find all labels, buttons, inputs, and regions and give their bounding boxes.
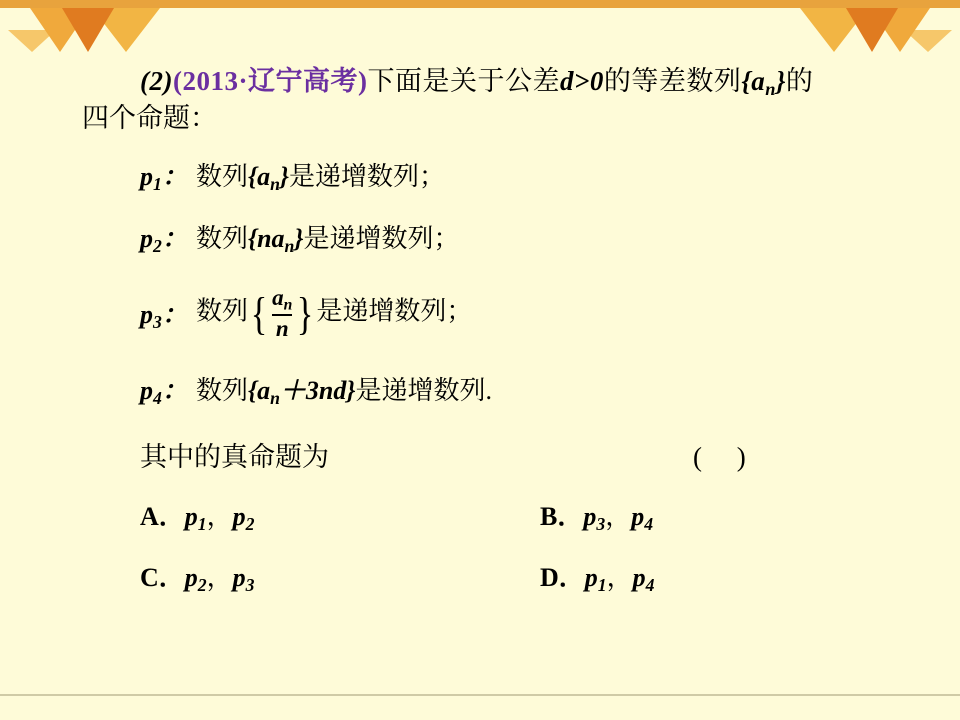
option-a-term2-sub: 2 (245, 513, 255, 534)
p4-suffix: 是递增数列. (355, 376, 492, 406)
p3-fraction (270, 285, 294, 342)
option-a-term1-sub: 1 (197, 513, 207, 534)
option-d-term1-sub: 1 (597, 574, 607, 595)
p3-label-sub: 3 (153, 312, 162, 333)
option-c-term2-sub: 3 (245, 574, 255, 595)
p2-prefix: 数列 (196, 224, 249, 254)
option-a-key: A． (140, 501, 185, 531)
proposition-p3 (0, 285, 960, 342)
option-c[interactable] (140, 557, 540, 596)
p1-close-brace: } (279, 161, 289, 191)
p1-prefix: 数列 (196, 161, 249, 191)
footer-divider (0, 694, 960, 696)
option-a-sep: ， (206, 501, 233, 531)
p2-label-sub: 2 (153, 236, 162, 257)
p4-expr-tail: ＋3nd (279, 376, 347, 406)
p1-label: p (140, 161, 153, 191)
p1-label-sub: 1 (153, 173, 162, 194)
option-b-term1-sub: 3 (596, 513, 606, 534)
option-d-term2: p (632, 562, 646, 592)
decorative-header-band (0, 0, 960, 58)
p3-open-brace: { (250, 288, 268, 339)
p3-close-brace: } (297, 288, 314, 339)
proposition-p4 (0, 370, 960, 409)
p4-label-sub: 4 (153, 387, 162, 408)
answer-prompt-line (0, 435, 960, 474)
p3-fraction-numerator (272, 285, 292, 314)
p2-expr-sub: n (284, 236, 295, 257)
p3-frac-num-sub: n (283, 296, 293, 314)
option-d-term1: p (584, 562, 598, 592)
stem-text-3: 的 (785, 66, 814, 96)
proposition-p1-tag (140, 156, 196, 195)
p3-colon: ： (161, 300, 188, 330)
p4-label: p (140, 376, 153, 406)
p2-expr: na (257, 224, 285, 254)
answer-blank[interactable]: ( ) (693, 441, 760, 472)
option-b-sep: ， (605, 501, 632, 531)
p2-colon: ： (161, 224, 188, 254)
option-a[interactable] (140, 496, 540, 535)
p3-frac-num-base: a (272, 285, 284, 311)
p1-colon: ： (161, 161, 188, 191)
proposition-p4-tag (140, 370, 196, 409)
option-c-key: C． (140, 562, 185, 592)
proposition-p4-body (196, 370, 492, 409)
stem-sequence-close: } (776, 66, 786, 96)
option-c-term1: p (184, 562, 198, 592)
option-a-term2: p (232, 501, 246, 531)
stem-variable-d: d (559, 66, 574, 96)
option-a-term1: p (184, 501, 198, 531)
proposition-p2 (0, 218, 960, 257)
question-source: (2013·辽宁高考) (172, 66, 368, 96)
p4-close-brace: } (346, 376, 356, 406)
stem-text-2: 的等差数列 (603, 66, 742, 96)
header-accent-line (0, 0, 960, 8)
options-grid (0, 496, 960, 596)
proposition-p2-tag (140, 218, 196, 257)
proposition-p1-body (196, 156, 445, 195)
answer-prompt-text: 其中的真命题为 (140, 441, 329, 472)
proposition-p2-body (196, 218, 459, 257)
question-content (0, 68, 960, 596)
p4-expr: a (257, 376, 271, 406)
option-c-term2: p (232, 562, 246, 592)
p2-close-brace: } (294, 224, 304, 254)
p1-suffix: 是递增数列； (288, 161, 445, 191)
p2-open-brace: { (248, 224, 258, 254)
question-number: (2) (140, 66, 173, 96)
p2-label: p (140, 224, 153, 254)
option-b-term2: p (631, 501, 645, 531)
p3-suffix: 是递增数列； (316, 296, 473, 326)
option-c-term1-sub: 2 (197, 574, 207, 595)
p1-open-brace: { (248, 161, 258, 191)
header-triangle-right-2 (846, 8, 898, 52)
p3-prefix: 数列 (196, 296, 249, 326)
p2-suffix: 是递增数列； (303, 224, 460, 254)
option-d[interactable] (540, 557, 940, 596)
p4-expr-sub: n (270, 387, 280, 408)
options-row-2 (140, 557, 960, 596)
stem-sequence-sub: n (765, 79, 776, 100)
option-b-key: B． (540, 501, 584, 531)
option-d-term2-sub: 4 (645, 574, 655, 595)
proposition-p3-body (196, 285, 472, 342)
p3-label: p (140, 300, 153, 330)
proposition-p3-tag (140, 294, 196, 333)
option-c-sep: ， (206, 562, 233, 592)
option-d-key: D． (540, 562, 585, 592)
p1-expr-sub: n (270, 173, 280, 194)
option-b-term2-sub: 4 (644, 513, 654, 534)
header-triangle-left-2 (62, 8, 114, 52)
proposition-p1 (0, 156, 960, 195)
p4-prefix: 数列 (196, 376, 249, 406)
option-b[interactable] (540, 496, 940, 535)
option-b-term1: p (583, 501, 597, 531)
question-stem-line-2: 四个命题： (82, 102, 217, 133)
p1-expr: a (257, 161, 271, 191)
p4-open-brace: { (248, 376, 258, 406)
stem-inequality: >0 (573, 66, 604, 96)
p3-fraction-denominator: n (272, 314, 292, 342)
options-row-1 (140, 496, 960, 535)
stem-sequence-open: {a (741, 66, 766, 96)
option-d-sep: ， (606, 562, 633, 592)
stem-text-1: 下面是关于公差 (367, 66, 560, 96)
p4-colon: ： (161, 376, 188, 406)
question-stem-line-1 (0, 68, 960, 99)
